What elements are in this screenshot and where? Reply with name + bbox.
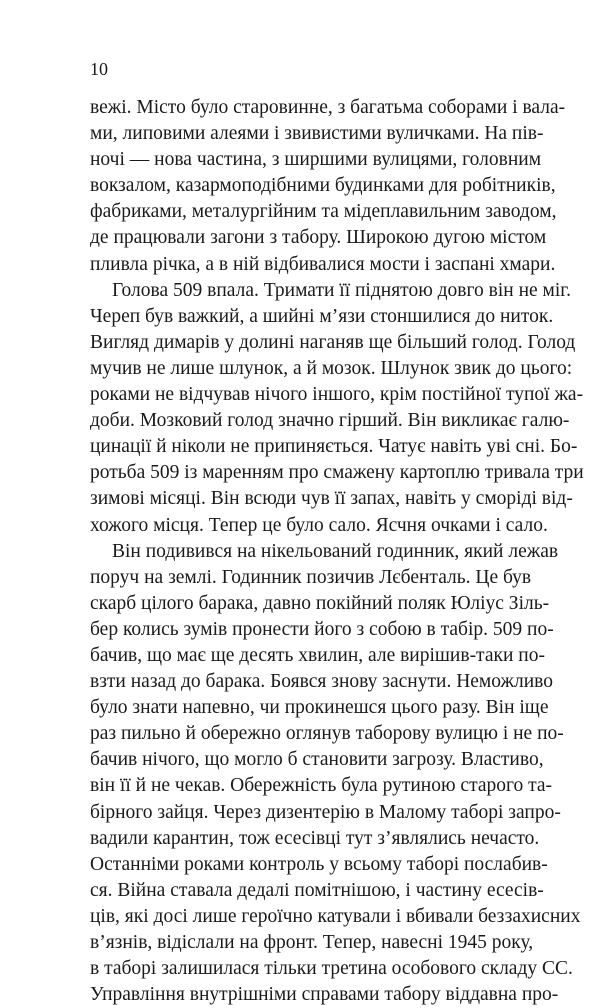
text-line: вежі. Місто було старовинне, з багатьма соборами і вала- (90, 97, 566, 118)
text-line: вадили карантин, тож есесівці тут з’являлись нечасто. (90, 827, 540, 849)
text-line: скарб цілого барака, давно покійний поляк Юліус Зіль- (90, 592, 550, 614)
text-line: цинації й ніколи не припиняється. Чатує навіть уві сні. Бо- (90, 436, 578, 458)
text-line: доби. Мозковий голод значно гірший. Він викликає галю- (90, 410, 570, 432)
text-line: ми, липовими алеями і звивистими вуличками. На пів- (90, 123, 544, 145)
text-line: Управління внутрішніми справами табору віддавна про- (90, 984, 559, 1006)
text-line: зимові місяці. Він всюди чув її запах, навіть у сморіді від- (90, 488, 573, 510)
text-line: Голова 509 впала. Тримати її піднятою довго він не міг. (112, 279, 571, 301)
text-line: він її й не чекав. Обережність була рутиною старого та- (90, 775, 553, 797)
text-line: фабриками, металургійним та мідеплавильним заводом, (90, 201, 557, 223)
page-number: 10 (90, 59, 108, 79)
text-line: пливла річка, а в ній відбивалися мости і заспані хмари. (90, 253, 556, 275)
text-line: Вигляд димарів у долині наганяв ще більший голод. Голод (90, 331, 576, 353)
text-line: ротьба 509 із маренням про смажену картоплю тривала три (90, 462, 584, 484)
body-text (90, 95, 584, 1008)
text-line: де працювали загони з табору. Широкою дугою містом (90, 227, 547, 249)
text-line: роками не відчував нічого іншого, крім постійної тупої жа- (90, 384, 584, 406)
text-line: ся. Війна ставала дедалі помітнішою, і частину есесів- (90, 879, 544, 901)
text-line: Він подивився на нікельований годинник, який лежав (112, 540, 559, 562)
text-line: бер колись зумів пронести його з собою в табір. 509 по- (90, 618, 554, 640)
text-line: бачив нічого, що могло б становити загрозу. Властиво, (90, 749, 544, 771)
text-line: ців, які досі лише героїчно катували і вбивали беззахисних (90, 905, 581, 927)
text-line: Череп був важкий, а шийні м’язи стоншилися до ниток. (90, 305, 554, 327)
text-line: було знати напевно, чи прокинешся цього разу. Він іще (90, 697, 549, 719)
text-line: в таборі залишилася тільки третина особового складу СС. (90, 958, 573, 980)
text-line: бачив, що має ще десять хвилин, але вирішив-таки по- (90, 644, 545, 666)
text-line: Останніми роками контроль у всьому таборі послабив- (90, 853, 548, 875)
text-line: вокзалом, казармоподібними будинками для робітників, (90, 175, 556, 197)
text-line: ночі — нова частина, з ширшими вулицями, головним (90, 149, 542, 171)
text-line: мучив не лише шлунок, а й мозок. Шлунок звик до цього: (90, 357, 573, 379)
text-line: хожого місця. Тепер це було сало. Ясчня очками і сало. (90, 514, 548, 536)
text-line: в’язнів, відіслали на фронт. Тепер, навесні 1945 року, (90, 932, 534, 953)
text-line: взти назад до барака. Боявся знову заснути. Неможливо (90, 671, 554, 693)
text-line: поруч на землі. Годинник позичив Лєбенталь. Це був (90, 566, 532, 588)
text-line: раз пильно й обережно оглянув таборову вулицю і не по- (90, 723, 564, 745)
text-line: бірного зайця. Через дизентерію в Малому таборі запро- (90, 801, 561, 823)
